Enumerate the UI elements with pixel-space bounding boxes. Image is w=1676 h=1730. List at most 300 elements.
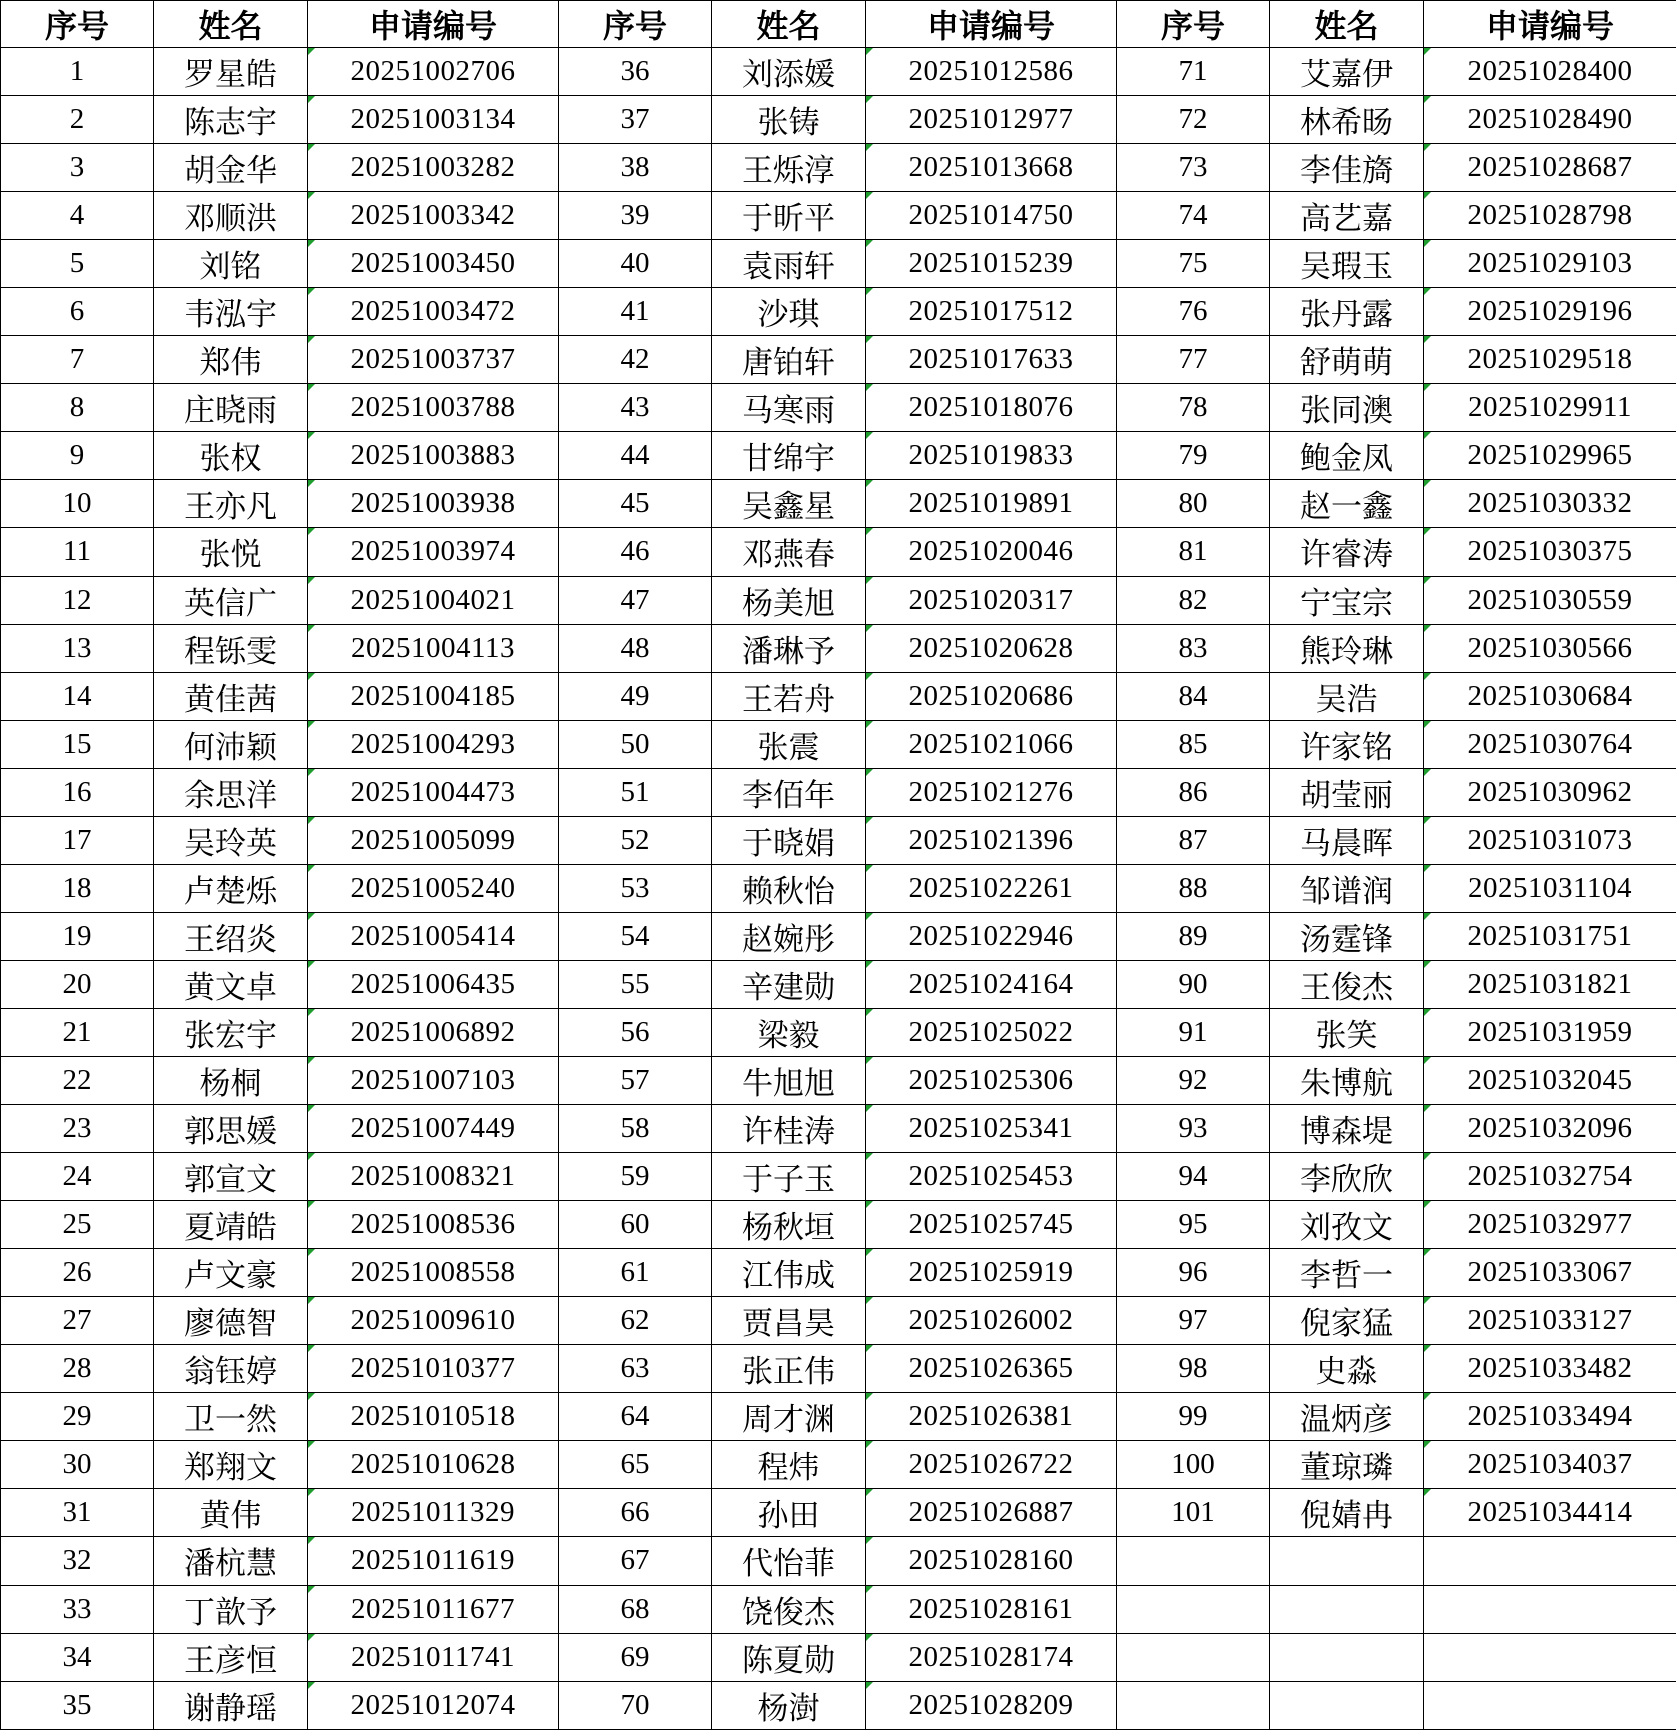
appno-cell: 20251003883: [308, 432, 559, 480]
seq-cell: 89: [1117, 912, 1270, 960]
name-cell: 王亦凡: [154, 480, 308, 528]
table-row: [1, 528, 1676, 576]
seq-cell: 60: [559, 1201, 712, 1249]
table-row: [1, 1393, 1676, 1441]
appno-cell: 20251018076: [866, 384, 1117, 432]
seq-cell: 62: [559, 1297, 712, 1345]
name-cell: 郑伟: [154, 336, 308, 384]
appno-cell: 20251033482: [1424, 1345, 1676, 1393]
name-cell: 赖秋怡: [712, 864, 866, 912]
name-cell: 英信广: [154, 576, 308, 624]
appno-cell: 20251020628: [866, 624, 1117, 672]
seq-cell: 22: [1, 1056, 154, 1104]
appno-cell: 20251028160: [866, 1537, 1117, 1585]
appno-cell: [1424, 1633, 1676, 1681]
name-cell: 罗星皓: [154, 48, 308, 96]
name-cell: 于昕平: [712, 192, 866, 240]
seq-cell: 34: [1, 1633, 154, 1681]
name-cell: 贾昌昊: [712, 1297, 866, 1345]
seq-cell: 19: [1, 912, 154, 960]
name-cell: 潘杭慧: [154, 1537, 308, 1585]
name-cell: 廖德智: [154, 1297, 308, 1345]
appno-cell: 20251022261: [866, 864, 1117, 912]
seq-cell: 74: [1117, 192, 1270, 240]
table-row: [1, 1201, 1676, 1249]
appno-cell: 20251011677: [308, 1585, 559, 1633]
seq-cell: 15: [1, 720, 154, 768]
seq-cell: 48: [559, 624, 712, 672]
seq-cell: 26: [1, 1249, 154, 1297]
name-cell: 鲍金凤: [1270, 432, 1424, 480]
appno-cell: 20251028161: [866, 1585, 1117, 1633]
seq-cell: 29: [1, 1393, 154, 1441]
name-cell: 江伟成: [712, 1249, 866, 1297]
appno-cell: 20251031104: [1424, 864, 1676, 912]
appno-cell: 20251010377: [308, 1345, 559, 1393]
appno-cell: 20251026887: [866, 1489, 1117, 1537]
name-cell: 牛旭旭: [712, 1056, 866, 1104]
appno-cell: 20251003938: [308, 480, 559, 528]
seq-cell: 51: [559, 768, 712, 816]
table-row: [1, 720, 1676, 768]
appno-cell: 20251026365: [866, 1345, 1117, 1393]
seq-cell: 13: [1, 624, 154, 672]
appno-cell: 20251019833: [866, 432, 1117, 480]
name-cell: 沙琪: [712, 288, 866, 336]
seq-cell: 32: [1, 1537, 154, 1585]
appno-cell: 20251029965: [1424, 432, 1676, 480]
seq-cell: 24: [1, 1153, 154, 1201]
name-cell: 张丹露: [1270, 288, 1424, 336]
header-name-1: 姓名: [154, 1, 308, 48]
seq-cell: 49: [559, 672, 712, 720]
appno-cell: 20251028209: [866, 1681, 1117, 1729]
appno-cell: 20251025919: [866, 1249, 1117, 1297]
name-cell: 邹谱润: [1270, 864, 1424, 912]
appno-cell: 20251032096: [1424, 1105, 1676, 1153]
name-cell: 刘添媛: [712, 48, 866, 96]
appno-cell: 20251008536: [308, 1201, 559, 1249]
appno-cell: 20251004473: [308, 768, 559, 816]
appno-cell: 20251028798: [1424, 192, 1676, 240]
header-seq-1: 序号: [1, 1, 154, 48]
table-row: [1, 864, 1676, 912]
name-cell: 倪家猛: [1270, 1297, 1424, 1345]
seq-cell: 95: [1117, 1201, 1270, 1249]
seq-cell: 77: [1117, 336, 1270, 384]
appno-cell: 20251017512: [866, 288, 1117, 336]
appno-cell: [1424, 1585, 1676, 1633]
name-cell: [1270, 1681, 1424, 1729]
seq-cell: 63: [559, 1345, 712, 1393]
name-cell: 饶俊杰: [712, 1585, 866, 1633]
name-cell: 博森堤: [1270, 1105, 1424, 1153]
table-row: [1, 1633, 1676, 1681]
table-row: [1, 1056, 1676, 1104]
seq-cell: 27: [1, 1297, 154, 1345]
seq-cell: 3: [1, 144, 154, 192]
table-row: [1, 96, 1676, 144]
seq-cell: 4: [1, 192, 154, 240]
appno-cell: 20251030566: [1424, 624, 1676, 672]
name-cell: 张笑: [1270, 1008, 1424, 1056]
appno-cell: 20251003282: [308, 144, 559, 192]
name-cell: 杨桐: [154, 1056, 308, 1104]
table-row: [1, 1345, 1676, 1393]
appno-cell: 20251006435: [308, 960, 559, 1008]
appno-cell: 20251033494: [1424, 1393, 1676, 1441]
seq-cell: 93: [1117, 1105, 1270, 1153]
appno-cell: 20251004113: [308, 624, 559, 672]
seq-cell: 65: [559, 1441, 712, 1489]
seq-cell: 58: [559, 1105, 712, 1153]
appno-cell: 20251032045: [1424, 1056, 1676, 1104]
appno-cell: 20251031751: [1424, 912, 1676, 960]
header-appno-3: 申请编号: [1424, 1, 1676, 48]
table-row: [1, 1105, 1676, 1153]
name-cell: 张同澳: [1270, 384, 1424, 432]
seq-cell: 5: [1, 240, 154, 288]
seq-cell: [1117, 1585, 1270, 1633]
appno-cell: 20251024164: [866, 960, 1117, 1008]
table-row: [1, 384, 1676, 432]
seq-cell: 12: [1, 576, 154, 624]
appno-cell: 20251004021: [308, 576, 559, 624]
name-cell: 温炳彦: [1270, 1393, 1424, 1441]
name-cell: 陈志宇: [154, 96, 308, 144]
appno-cell: 20251003342: [308, 192, 559, 240]
name-cell: 吴鑫星: [712, 480, 866, 528]
name-cell: 刘铭: [154, 240, 308, 288]
appno-cell: 20251025341: [866, 1105, 1117, 1153]
name-cell: [1270, 1633, 1424, 1681]
seq-cell: 45: [559, 480, 712, 528]
appno-cell: 20251004293: [308, 720, 559, 768]
seq-cell: 35: [1, 1681, 154, 1729]
seq-cell: 83: [1117, 624, 1270, 672]
appno-cell: 20251010628: [308, 1441, 559, 1489]
appno-cell: 20251028687: [1424, 144, 1676, 192]
name-cell: 高艺嘉: [1270, 192, 1424, 240]
seq-cell: 7: [1, 336, 154, 384]
seq-cell: 40: [559, 240, 712, 288]
name-cell: 胡莹丽: [1270, 768, 1424, 816]
name-cell: 王彦恒: [154, 1633, 308, 1681]
appno-cell: 20251008558: [308, 1249, 559, 1297]
seq-cell: 100: [1117, 1441, 1270, 1489]
name-cell: 吴玲英: [154, 816, 308, 864]
name-cell: 唐铂轩: [712, 336, 866, 384]
seq-cell: 66: [559, 1489, 712, 1537]
seq-cell: 33: [1, 1585, 154, 1633]
table-row: [1, 288, 1676, 336]
header-seq-2: 序号: [559, 1, 712, 48]
appno-cell: 20251002706: [308, 48, 559, 96]
seq-cell: 69: [559, 1633, 712, 1681]
table-row: [1, 1537, 1676, 1585]
appno-cell: 20251007103: [308, 1056, 559, 1104]
seq-cell: 47: [559, 576, 712, 624]
appno-cell: 20251003450: [308, 240, 559, 288]
appno-cell: 20251034414: [1424, 1489, 1676, 1537]
name-cell: 孙田: [712, 1489, 866, 1537]
appno-cell: 20251005099: [308, 816, 559, 864]
header-name-2: 姓名: [712, 1, 866, 48]
seq-cell: 8: [1, 384, 154, 432]
name-cell: 周才渊: [712, 1393, 866, 1441]
name-cell: 卢文豪: [154, 1249, 308, 1297]
seq-cell: 25: [1, 1201, 154, 1249]
name-cell: 艾嘉伊: [1270, 48, 1424, 96]
name-cell: 杨美旭: [712, 576, 866, 624]
table-row: [1, 576, 1676, 624]
appno-cell: 20251031073: [1424, 816, 1676, 864]
appno-cell: 20251015239: [866, 240, 1117, 288]
seq-cell: 78: [1117, 384, 1270, 432]
seq-cell: 64: [559, 1393, 712, 1441]
seq-cell: 44: [559, 432, 712, 480]
name-cell: 王若舟: [712, 672, 866, 720]
appno-cell: 20251005414: [308, 912, 559, 960]
seq-cell: 20: [1, 960, 154, 1008]
name-cell: 王俊杰: [1270, 960, 1424, 1008]
table-row: [1, 1441, 1676, 1489]
name-cell: 程铄雯: [154, 624, 308, 672]
seq-cell: 9: [1, 432, 154, 480]
name-cell: 张悦: [154, 528, 308, 576]
seq-cell: 70: [559, 1681, 712, 1729]
appno-cell: 20251034037: [1424, 1441, 1676, 1489]
name-cell: 张震: [712, 720, 866, 768]
seq-cell: 84: [1117, 672, 1270, 720]
name-cell: 张铸: [712, 96, 866, 144]
seq-cell: 97: [1117, 1297, 1270, 1345]
seq-cell: 18: [1, 864, 154, 912]
name-cell: 郑翔文: [154, 1441, 308, 1489]
appno-cell: 20251006892: [308, 1008, 559, 1056]
seq-cell: 57: [559, 1056, 712, 1104]
name-cell: 夏靖皓: [154, 1201, 308, 1249]
table-row: [1, 240, 1676, 288]
name-cell: 董琼璘: [1270, 1441, 1424, 1489]
name-cell: 梁毅: [712, 1008, 866, 1056]
name-cell: 赵婉彤: [712, 912, 866, 960]
appno-cell: 20251030764: [1424, 720, 1676, 768]
name-cell: 谢静瑶: [154, 1681, 308, 1729]
seq-cell: 76: [1117, 288, 1270, 336]
name-cell: 宁宝宗: [1270, 576, 1424, 624]
table-row: [1, 912, 1676, 960]
appno-cell: 20251008321: [308, 1153, 559, 1201]
seq-cell: 42: [559, 336, 712, 384]
table-row: [1, 1008, 1676, 1056]
header-name-3: 姓名: [1270, 1, 1424, 48]
seq-cell: 17: [1, 816, 154, 864]
name-cell: 刘孜文: [1270, 1201, 1424, 1249]
appno-cell: 20251019891: [866, 480, 1117, 528]
seq-cell: 31: [1, 1489, 154, 1537]
table-row: [1, 1585, 1676, 1633]
name-cell: 杨澍: [712, 1681, 866, 1729]
appno-cell: 20251011329: [308, 1489, 559, 1537]
appno-cell: 20251029196: [1424, 288, 1676, 336]
appno-cell: 20251029911: [1424, 384, 1676, 432]
seq-cell: 11: [1, 528, 154, 576]
appno-cell: 20251028490: [1424, 96, 1676, 144]
name-cell: 翁钰婷: [154, 1345, 308, 1393]
seq-cell: 50: [559, 720, 712, 768]
seq-cell: 1: [1, 48, 154, 96]
header-appno-2: 申请编号: [866, 1, 1117, 48]
seq-cell: [1117, 1633, 1270, 1681]
appno-cell: 20251033127: [1424, 1297, 1676, 1345]
name-cell: 许家铭: [1270, 720, 1424, 768]
seq-cell: 53: [559, 864, 712, 912]
name-cell: 郭宣文: [154, 1153, 308, 1201]
seq-cell: 86: [1117, 768, 1270, 816]
seq-cell: 87: [1117, 816, 1270, 864]
seq-cell: 14: [1, 672, 154, 720]
name-cell: 李欣欣: [1270, 1153, 1424, 1201]
appno-cell: 20251021276: [866, 768, 1117, 816]
name-cell: 李佰年: [712, 768, 866, 816]
appno-cell: 20251014750: [866, 192, 1117, 240]
appno-cell: 20251007449: [308, 1105, 559, 1153]
seq-cell: 90: [1117, 960, 1270, 1008]
seq-cell: 61: [559, 1249, 712, 1297]
appno-cell: 20251004185: [308, 672, 559, 720]
appno-cell: 20251012074: [308, 1681, 559, 1729]
name-cell: 陈夏勋: [712, 1633, 866, 1681]
seq-cell: [1117, 1681, 1270, 1729]
appno-cell: 20251012977: [866, 96, 1117, 144]
seq-cell: 55: [559, 960, 712, 1008]
seq-cell: 16: [1, 768, 154, 816]
name-cell: 吴浩: [1270, 672, 1424, 720]
seq-cell: [1117, 1537, 1270, 1585]
name-cell: 史淼: [1270, 1345, 1424, 1393]
seq-cell: 21: [1, 1008, 154, 1056]
seq-cell: 38: [559, 144, 712, 192]
name-cell: 郭思媛: [154, 1105, 308, 1153]
appno-cell: 20251031959: [1424, 1008, 1676, 1056]
appno-cell: 20251031821: [1424, 960, 1676, 1008]
name-cell: 庄晓雨: [154, 384, 308, 432]
name-cell: [1270, 1585, 1424, 1633]
seq-cell: 80: [1117, 480, 1270, 528]
seq-cell: 59: [559, 1153, 712, 1201]
appno-cell: 20251010518: [308, 1393, 559, 1441]
name-cell: 代怡菲: [712, 1537, 866, 1585]
header-appno-1: 申请编号: [308, 1, 559, 48]
seq-cell: 92: [1117, 1056, 1270, 1104]
name-cell: 甘绵宇: [712, 432, 866, 480]
name-cell: 林希旸: [1270, 96, 1424, 144]
seq-cell: 98: [1117, 1345, 1270, 1393]
appno-cell: 20251026722: [866, 1441, 1117, 1489]
appno-cell: 20251005240: [308, 864, 559, 912]
name-cell: 杨秋垣: [712, 1201, 866, 1249]
seq-cell: 82: [1117, 576, 1270, 624]
seq-cell: 52: [559, 816, 712, 864]
appno-cell: 20251011619: [308, 1537, 559, 1585]
appno-cell: 20251028400: [1424, 48, 1676, 96]
appno-cell: 20251017633: [866, 336, 1117, 384]
seq-cell: 23: [1, 1105, 154, 1153]
name-cell: 张正伟: [712, 1345, 866, 1393]
appno-cell: 20251025453: [866, 1153, 1117, 1201]
name-cell: [1270, 1537, 1424, 1585]
name-cell: 辛建勋: [712, 960, 866, 1008]
seq-cell: 67: [559, 1537, 712, 1585]
name-cell: 邓燕春: [712, 528, 866, 576]
name-cell: 许桂涛: [712, 1105, 866, 1153]
appno-cell: 20251030559: [1424, 576, 1676, 624]
seq-cell: 37: [559, 96, 712, 144]
name-cell: 张宏宇: [154, 1008, 308, 1056]
appno-cell: 20251030962: [1424, 768, 1676, 816]
name-cell: 潘琳予: [712, 624, 866, 672]
roster-body: [1, 48, 1676, 1730]
table-row: [1, 1681, 1676, 1729]
table-row: [1, 48, 1676, 96]
name-cell: 黄伟: [154, 1489, 308, 1537]
appno-cell: 20251003788: [308, 384, 559, 432]
seq-cell: 28: [1, 1345, 154, 1393]
seq-cell: 68: [559, 1585, 712, 1633]
name-cell: 李哲一: [1270, 1249, 1424, 1297]
appno-cell: 20251028174: [866, 1633, 1117, 1681]
table-row: [1, 768, 1676, 816]
seq-cell: 10: [1, 480, 154, 528]
appno-cell: 20251020317: [866, 576, 1117, 624]
name-cell: 丁歆予: [154, 1585, 308, 1633]
seq-cell: 101: [1117, 1489, 1270, 1537]
name-cell: 李佳旖: [1270, 144, 1424, 192]
seq-cell: 41: [559, 288, 712, 336]
appno-cell: [1424, 1537, 1676, 1585]
seq-cell: 39: [559, 192, 712, 240]
name-cell: 余思洋: [154, 768, 308, 816]
table-row: [1, 624, 1676, 672]
appno-cell: 20251003737: [308, 336, 559, 384]
appno-cell: 20251013668: [866, 144, 1117, 192]
name-cell: 熊玲琳: [1270, 624, 1424, 672]
seq-cell: 75: [1117, 240, 1270, 288]
seq-cell: 30: [1, 1441, 154, 1489]
name-cell: 何沛颖: [154, 720, 308, 768]
name-cell: 马寒雨: [712, 384, 866, 432]
appno-cell: 20251020046: [866, 528, 1117, 576]
appno-cell: 20251032977: [1424, 1201, 1676, 1249]
table-row: [1, 1153, 1676, 1201]
name-cell: 吴瑕玉: [1270, 240, 1424, 288]
table-row: [1, 432, 1676, 480]
seq-cell: 54: [559, 912, 712, 960]
seq-cell: 73: [1117, 144, 1270, 192]
appno-cell: 20251033067: [1424, 1249, 1676, 1297]
appno-cell: 20251029103: [1424, 240, 1676, 288]
table-row: [1, 192, 1676, 240]
appno-cell: 20251003472: [308, 288, 559, 336]
name-cell: 于子玉: [712, 1153, 866, 1201]
name-cell: 胡金华: [154, 144, 308, 192]
table-row: [1, 816, 1676, 864]
seq-cell: 94: [1117, 1153, 1270, 1201]
table-row: [1, 672, 1676, 720]
seq-cell: 46: [559, 528, 712, 576]
appno-cell: 20251030684: [1424, 672, 1676, 720]
